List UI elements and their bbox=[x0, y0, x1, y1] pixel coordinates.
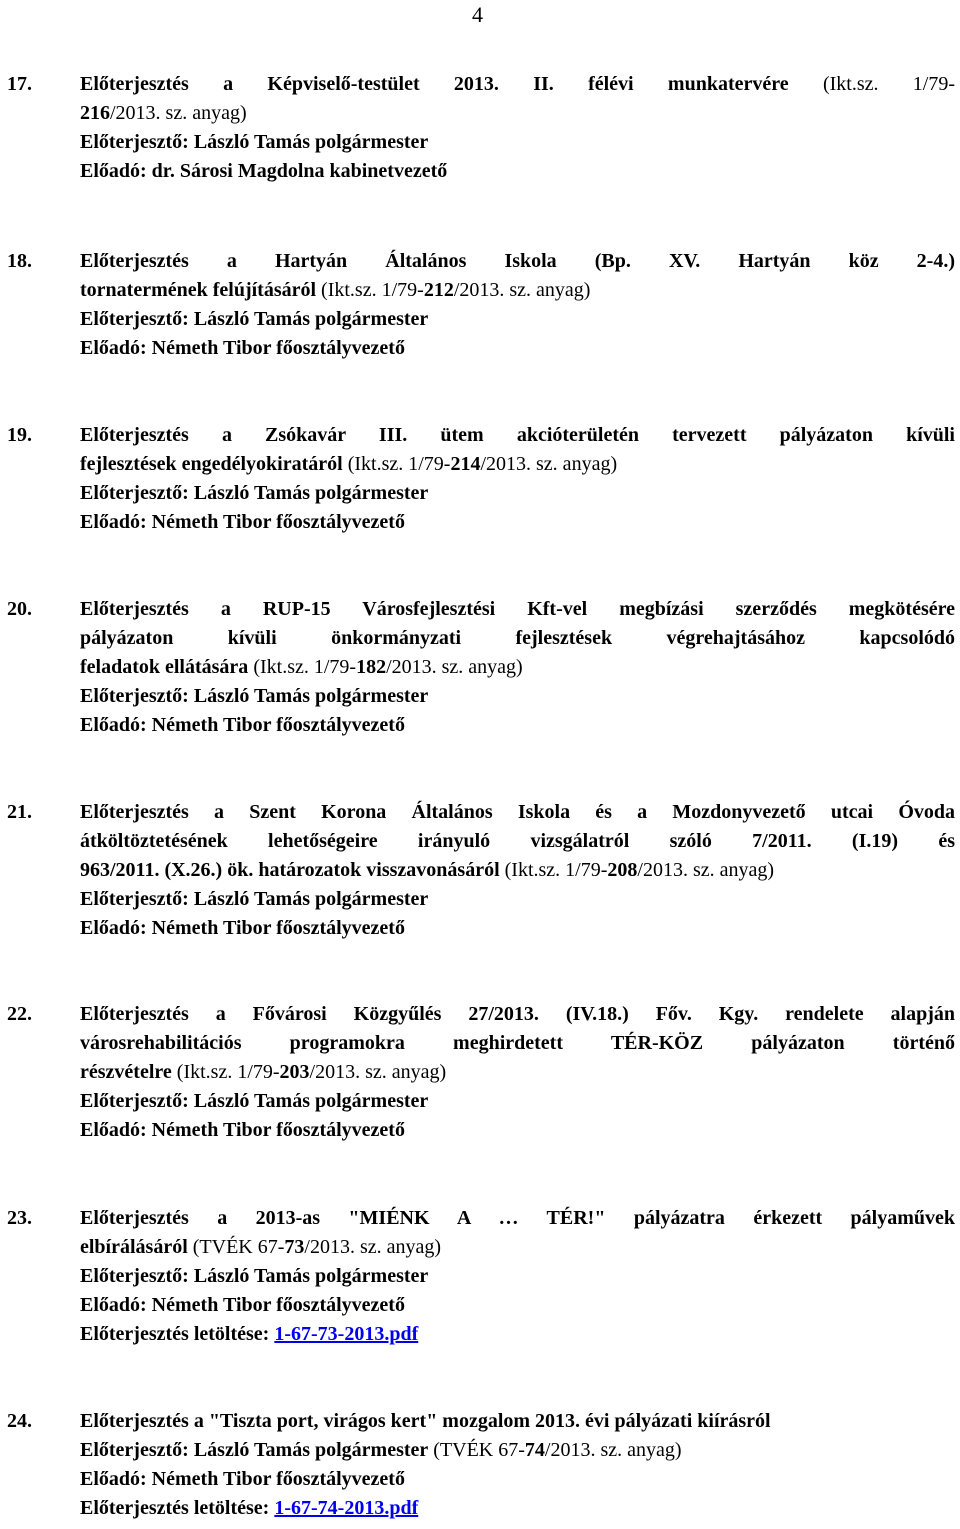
item-number: 17. bbox=[7, 73, 32, 95]
reference-text: /2013. sz. anyag) bbox=[544, 1439, 682, 1461]
item-title-line-1: Előterjesztés a RUP-15 Városfejlesztési Kft-vel megbízási szerződés megkötésére bbox=[80, 598, 955, 620]
item-number: 22. bbox=[7, 1003, 32, 1025]
item-body bbox=[80, 1000, 955, 1145]
item-number: 23. bbox=[7, 1207, 32, 1229]
presenter-line: Előterjesztő: László Tamás polgármester bbox=[80, 888, 429, 910]
reference-text: (TVÉK 67- bbox=[187, 1236, 285, 1258]
presenter-line: Előterjesztő: László Tamás polgármester bbox=[80, 1090, 429, 1112]
item-number: 24. bbox=[7, 1410, 32, 1432]
download-label: Előterjesztés letöltése: bbox=[80, 1497, 275, 1519]
item-title: fejlesztések engedélyokiratáról bbox=[80, 453, 343, 475]
speaker-line: Előadó: Németh Tibor főosztályvezető bbox=[80, 917, 405, 939]
item-title-line-2: átköltöztetésének lehetőségeire irányuló vizsgálatról szóló 7/2011. (I.19) és bbox=[80, 830, 955, 852]
reference-number: 216 bbox=[80, 102, 110, 124]
reference-number: 203 bbox=[279, 1061, 310, 1083]
item-title-line-2 bbox=[80, 1233, 955, 1262]
reference-text: (Ikt.sz. 1/79- bbox=[316, 279, 424, 301]
item-title: Előterjesztés a Képviselő-testület 2013. II. félévi munkatervére bbox=[80, 73, 789, 95]
item-title-line-2 bbox=[80, 99, 955, 128]
speaker-line: Előadó: Németh Tibor főosztályvezető bbox=[80, 1294, 405, 1316]
item-body bbox=[80, 798, 955, 943]
item-title: tornatermének felújításáról bbox=[80, 279, 317, 301]
item-title: elbírálásáról bbox=[80, 1236, 188, 1258]
item-title-line-1: Előterjesztés a 2013-as "MIÉNK A … TÉR!" pályázatra érkezett pályaművek bbox=[80, 1207, 955, 1229]
item-title-line-3 bbox=[80, 1058, 955, 1087]
reference-text: (Ikt.sz. 1/79- bbox=[342, 453, 451, 475]
item-number: 21. bbox=[7, 801, 32, 823]
speaker-line: Előadó: Németh Tibor főosztályvezető bbox=[80, 1119, 405, 1141]
reference-text: (TVÉK 67- bbox=[428, 1439, 525, 1461]
item-body bbox=[80, 1407, 955, 1523]
item-title: 963/2011. (X.26.) ök. határozatok visszavonásáról bbox=[80, 859, 500, 881]
item-title-line-1: Előterjesztés a Szent Korona Általános Iskola és a Mozdonyvezető utcai Óvoda bbox=[80, 801, 955, 823]
download-link[interactable]: 1-67-73-2013.pdf bbox=[274, 1323, 419, 1345]
reference-text: /2013. sz. anyag) bbox=[453, 279, 591, 301]
reference-text: /2013. sz. anyag) bbox=[637, 859, 775, 881]
reference-number: 208 bbox=[607, 859, 638, 881]
item-title-line-1: Előterjesztés a Hartyán Általános Iskola (Bp. XV. Hartyán köz 2-4.) bbox=[80, 250, 955, 272]
reference-text: /2013. sz. anyag) bbox=[304, 1236, 442, 1258]
item-body bbox=[80, 421, 955, 537]
download-line bbox=[80, 1494, 955, 1523]
reference-text: /2013. sz. anyag) bbox=[110, 102, 247, 124]
presenter-line bbox=[80, 1436, 955, 1465]
presenter-line: Előterjesztő: László Tamás polgármester bbox=[80, 131, 429, 153]
speaker-line: Előadó: Németh Tibor főosztályvezető bbox=[80, 337, 405, 359]
reference-text: (Ikt.sz. 1/79- bbox=[171, 1061, 280, 1083]
agenda-item-19 bbox=[7, 421, 955, 537]
speaker-line: Előadó: Németh Tibor főosztályvezető bbox=[80, 1468, 405, 1490]
speaker-line: Előadó: Németh Tibor főosztályvezető bbox=[80, 714, 405, 736]
item-title-line-1: Előterjesztés a Fővárosi Közgyűlés 27/2013. (IV.18.) Főv. Kgy. rendelete alapján bbox=[80, 1003, 955, 1025]
item-title-line-2: pályázaton kívüli önkormányzati fejlesztések végrehajtásához kapcsolódó bbox=[80, 627, 955, 649]
agenda-item-23 bbox=[7, 1204, 955, 1349]
reference-number: 212 bbox=[423, 279, 454, 301]
presenter-line: Előterjesztő: László Tamás polgármester bbox=[80, 308, 429, 330]
item-title: részvételre bbox=[80, 1061, 172, 1083]
item-number: 19. bbox=[7, 424, 32, 446]
reference-number: 182 bbox=[356, 656, 387, 678]
item-body bbox=[80, 595, 955, 740]
agenda-item-20 bbox=[7, 595, 955, 740]
presenter-line: Előterjesztő: László Tamás polgármester bbox=[80, 685, 429, 707]
download-line bbox=[80, 1320, 955, 1349]
reference-number: 74 bbox=[524, 1439, 545, 1461]
agenda-item-18 bbox=[7, 247, 955, 363]
item-title-line-1 bbox=[80, 70, 955, 99]
reference-text: (Ikt.sz. 1/79- bbox=[248, 656, 357, 678]
reference-number: 214 bbox=[450, 453, 481, 475]
speaker-line: Előadó: dr. Sárosi Magdolna kabinetvezető bbox=[80, 160, 448, 182]
item-number: 18. bbox=[7, 250, 32, 272]
item-body bbox=[80, 1204, 955, 1349]
item-body bbox=[80, 70, 955, 186]
presenter-line: Előterjesztő: László Tamás polgármester bbox=[80, 482, 429, 504]
page-number: 4 bbox=[472, 2, 483, 27]
reference-text: /2013. sz. anyag) bbox=[309, 1061, 447, 1083]
item-body bbox=[80, 247, 955, 363]
reference-text: /2013. sz. anyag) bbox=[480, 453, 618, 475]
speaker-line: Előadó: Németh Tibor főosztályvezető bbox=[80, 511, 405, 533]
item-title-line-2 bbox=[80, 450, 955, 479]
item-title-line-2 bbox=[80, 276, 955, 305]
item-title-line-3 bbox=[80, 856, 955, 885]
agenda-item-17 bbox=[7, 70, 955, 186]
agenda-item-21 bbox=[7, 798, 955, 943]
agenda-item-24 bbox=[7, 1407, 955, 1523]
download-link[interactable]: 1-67-74-2013.pdf bbox=[274, 1497, 419, 1519]
presenter-line: Előterjesztő: László Tamás polgármester bbox=[80, 1265, 429, 1287]
item-title-line-3 bbox=[80, 653, 955, 682]
agenda-item-22 bbox=[7, 1000, 955, 1145]
item-title-line-1: Előterjesztés a "Tiszta port, virágos kert" mozgalom 2013. évi pályázati kiírásról bbox=[80, 1410, 771, 1432]
reference-text: (Ikt.sz. 1/79- bbox=[788, 73, 955, 95]
item-title-line-1: Előterjesztés a Zsókavár III. ütem akcióterületén tervezett pályázaton kívüli bbox=[80, 424, 955, 446]
download-label: Előterjesztés letöltése: bbox=[80, 1323, 275, 1345]
item-title: feladatok ellátására bbox=[80, 656, 249, 678]
reference-text: (Ikt.sz. 1/79- bbox=[499, 859, 608, 881]
item-title-line-2: városrehabilitációs programokra meghirdetett TÉR-KÖZ pályázaton történő bbox=[80, 1032, 955, 1054]
reference-text: /2013. sz. anyag) bbox=[386, 656, 523, 678]
presenter-text: Előterjesztő: László Tamás polgármester bbox=[80, 1439, 429, 1461]
item-number: 20. bbox=[7, 598, 32, 620]
reference-number: 73 bbox=[284, 1236, 305, 1258]
